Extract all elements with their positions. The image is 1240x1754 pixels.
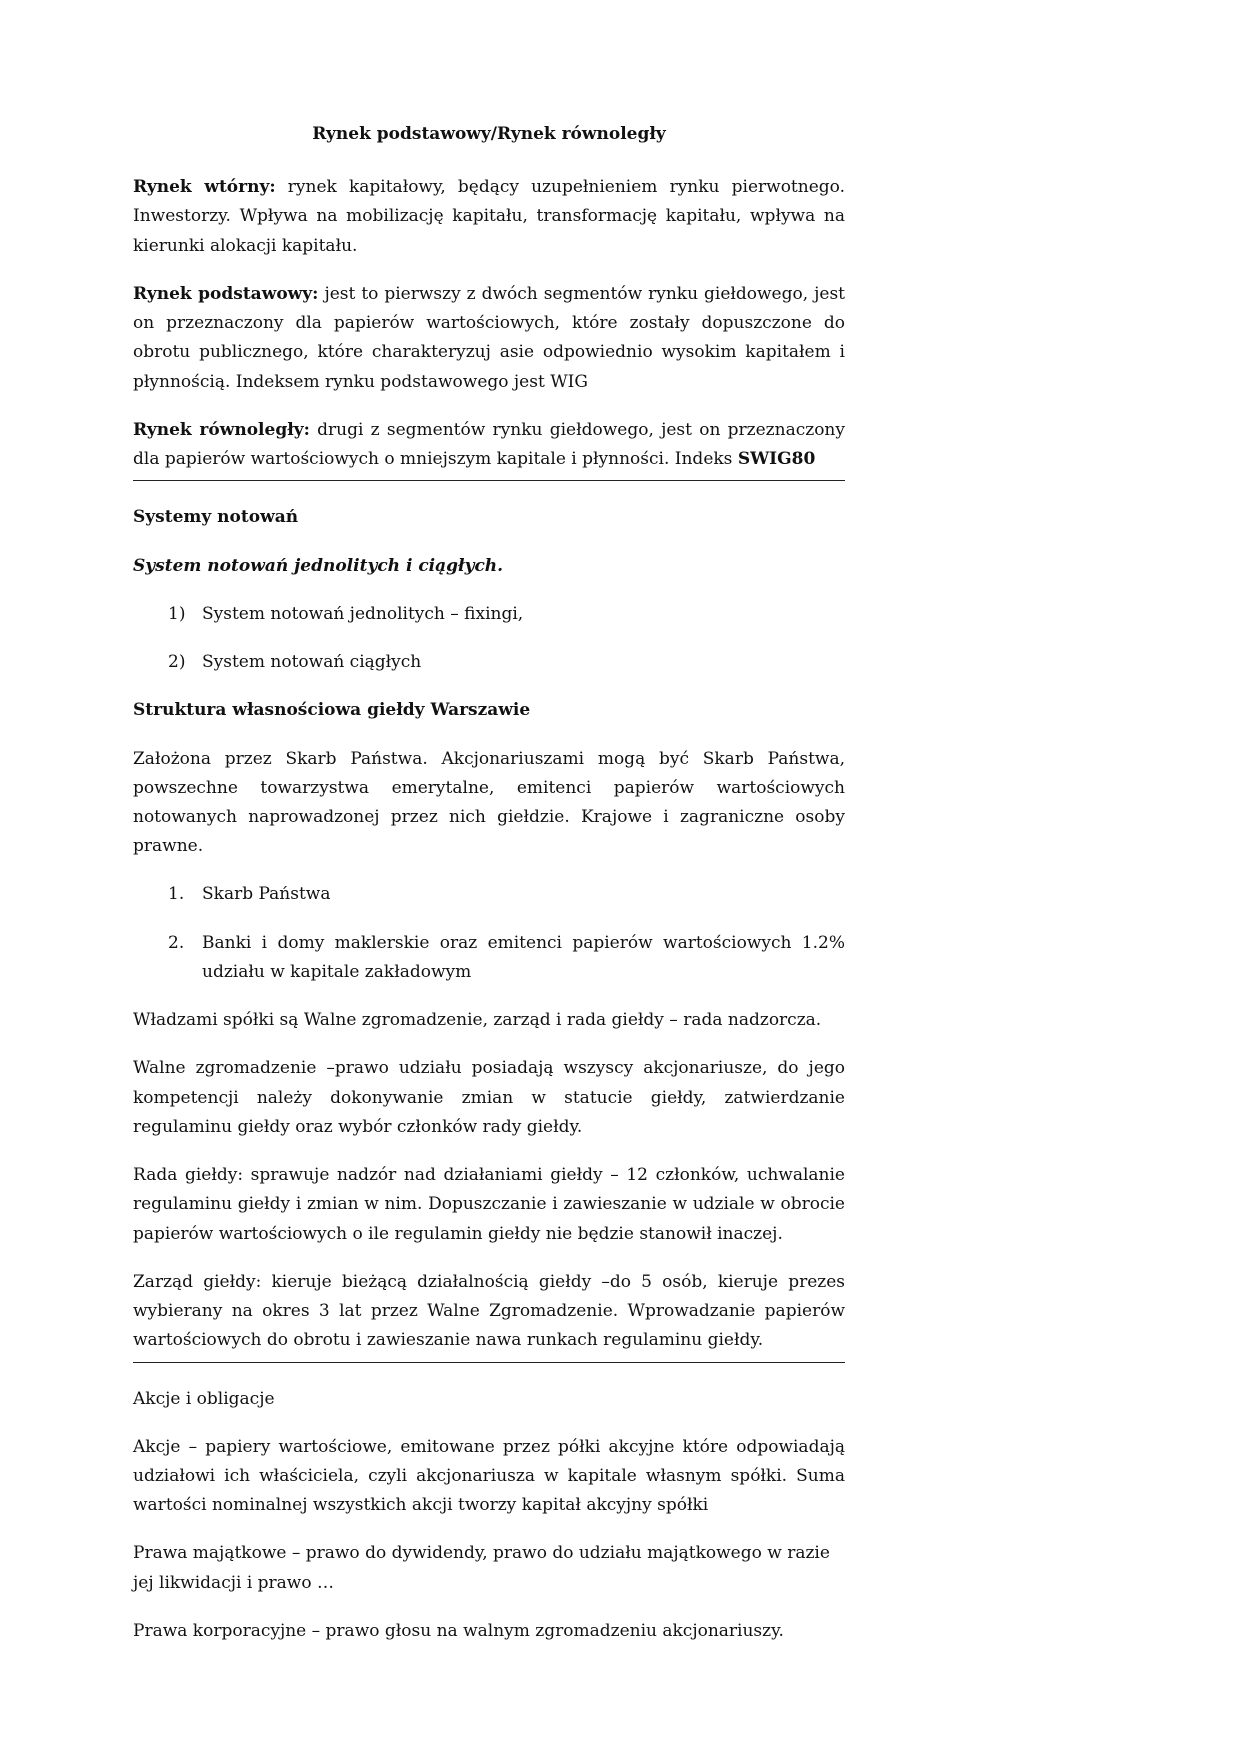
paragraph-text-rynek-rownolegly: drugi z segmentów rynku giełdowego, jest on przeznaczony dla papierów wartościowych o mniejszym kapitale i płynności. Indeks xyxy=(133,419,845,470)
list-marker: 2. xyxy=(168,932,185,953)
paragraph-rynek-rownolegly xyxy=(133,416,845,474)
divider-after-rynek-rownolegly xyxy=(133,480,845,481)
paragraph-lead-rynek-rownolegly: Rynek równoległy: xyxy=(133,419,310,440)
list-marker: 1) xyxy=(168,603,186,624)
paragraph-zarzad-gieldy: Zarząd giełdy: kieruje bieżącą działalnością giełdy –do 5 osób, kieruje prezes wybierany na okres 3 lat przez Walne Zgromadzenie. Wprowadzanie papierów wartościowych do obrotu i zawieszanie nawa runkach regulaminu giełdy. xyxy=(133,1271,845,1351)
paragraph-rada-gieldy: Rada giełdy: sprawuje nadzór nad działaniami giełdy – 12 członków, uchwalanie regulaminu giełdy i zmian w nim. Dopuszczanie i zawieszanie w udziale w obrocie papierów wartościowych o ile regulamin giełdy nie będzie stanowił inaczej. xyxy=(133,1165,845,1244)
list-item-text: Banki i domy maklerskie oraz emitenci papierów wartościowych 1.2% udziału w kapitale zakładowym xyxy=(202,932,845,982)
page-title: Rynek podstawowy/Rynek równoległy xyxy=(312,124,666,144)
list-item xyxy=(168,648,845,677)
heading-struktura-wlasnosciowa: Struktura własnościowa giełdy Warszawie xyxy=(133,700,531,721)
paragraph-rynek-podstawowy xyxy=(133,280,845,397)
paragraph-akcje-definicja: Akcje – papiery wartościowe, emitowane przez półki akcyjne które odpowiadają udziałowi ich właściciela, czyli akcjonariusza w kapitale własnym spółki. Suma wartości nominalnej wszystkich akcji tworzy kapitał akcyjny spółki xyxy=(133,1436,845,1516)
list-marker: 1. xyxy=(168,884,185,905)
list-systemy-notowan xyxy=(133,600,845,677)
list-item-text: Skarb Państwa xyxy=(202,884,331,905)
paragraph-lead-rynek-podstawowy: Rynek podstawowy: xyxy=(133,283,319,304)
list-item-text: System notowań jednolitych – fixingi, xyxy=(202,603,524,624)
paragraph-wladze-spolki: Władzami spółki są Walne zgromadzenie, zarząd i rada giełdy – rada nadzorcza. xyxy=(133,1010,822,1031)
paragraph-text-rynek-wtorny: rynek kapitałowy, będący uzupełnieniem rynku pierwotnego. Inwestorzy. Wpływa na mobilizację kapitału, transformację kapitału, wpływa na kierunki alokacji kapitału. xyxy=(133,177,845,256)
paragraph-lead-rynek-wtorny: Rynek wtórny: xyxy=(133,177,276,198)
list-item xyxy=(168,600,845,629)
paragraph-prawa-korporacyjne: Prawa korporacyjne – prawo głosu na walnym zgromadzeniu akcjonariuszy. xyxy=(133,1620,784,1641)
list-item xyxy=(168,929,845,987)
list-marker: 2) xyxy=(168,652,186,673)
divider-after-zarzad-gieldy xyxy=(133,1362,845,1363)
list-item-text: System notowań ciągłych xyxy=(202,652,422,673)
paragraph-zalozona: Założona przez Skarb Państwa. Akcjonariuszami mogą być Skarb Państwa, powszechne towarzystwa emerytalne, emitenci papierów wartościowych notowanych naprowadzonej przez nich giełdzie. Krajowe i zagraniczne osoby prawne. xyxy=(133,748,845,857)
heading-system-notowan-jednolitych: System notowań jednolitych i ciągłych. xyxy=(133,555,504,576)
paragraph-walne-zgromadzenie: Walne zgromadzenie –prawo udziału posiadają wszyscy akcjonariusze, do jego kompetencji należy dokonywanie zmian w statucie giełdy, zatwierdzanie regulaminu giełdy oraz wybór członków rady giełdy. xyxy=(133,1058,845,1137)
list-item xyxy=(168,880,845,909)
list-akcjonariusze xyxy=(133,880,845,987)
paragraph-text-rynek-podstawowy: jest to pierwszy z dwóch segmentów rynku giełdowego, jest on przeznaczony dla papierów wartościowych, które zostały dopuszczone do obrotu publicznego, które charakteryzuj asie odpowiednio wysokim kapitałem i płynnością. Indeksem rynku podstawowego jest WIG xyxy=(133,283,845,392)
paragraph-rynek-wtorny xyxy=(133,173,845,261)
paragraph-akcje-i-obligacje: Akcje i obligacje xyxy=(133,1388,275,1409)
index-name-swig80: SWIG80 xyxy=(737,449,816,470)
heading-systemy-notowan: Systemy notowań xyxy=(133,507,299,528)
paragraph-prawa-majatkowe: Prawa majątkowe – prawo do dywidendy, prawo do udziału majątkowego w razie jej likwidacji i prawo … xyxy=(133,1543,830,1593)
